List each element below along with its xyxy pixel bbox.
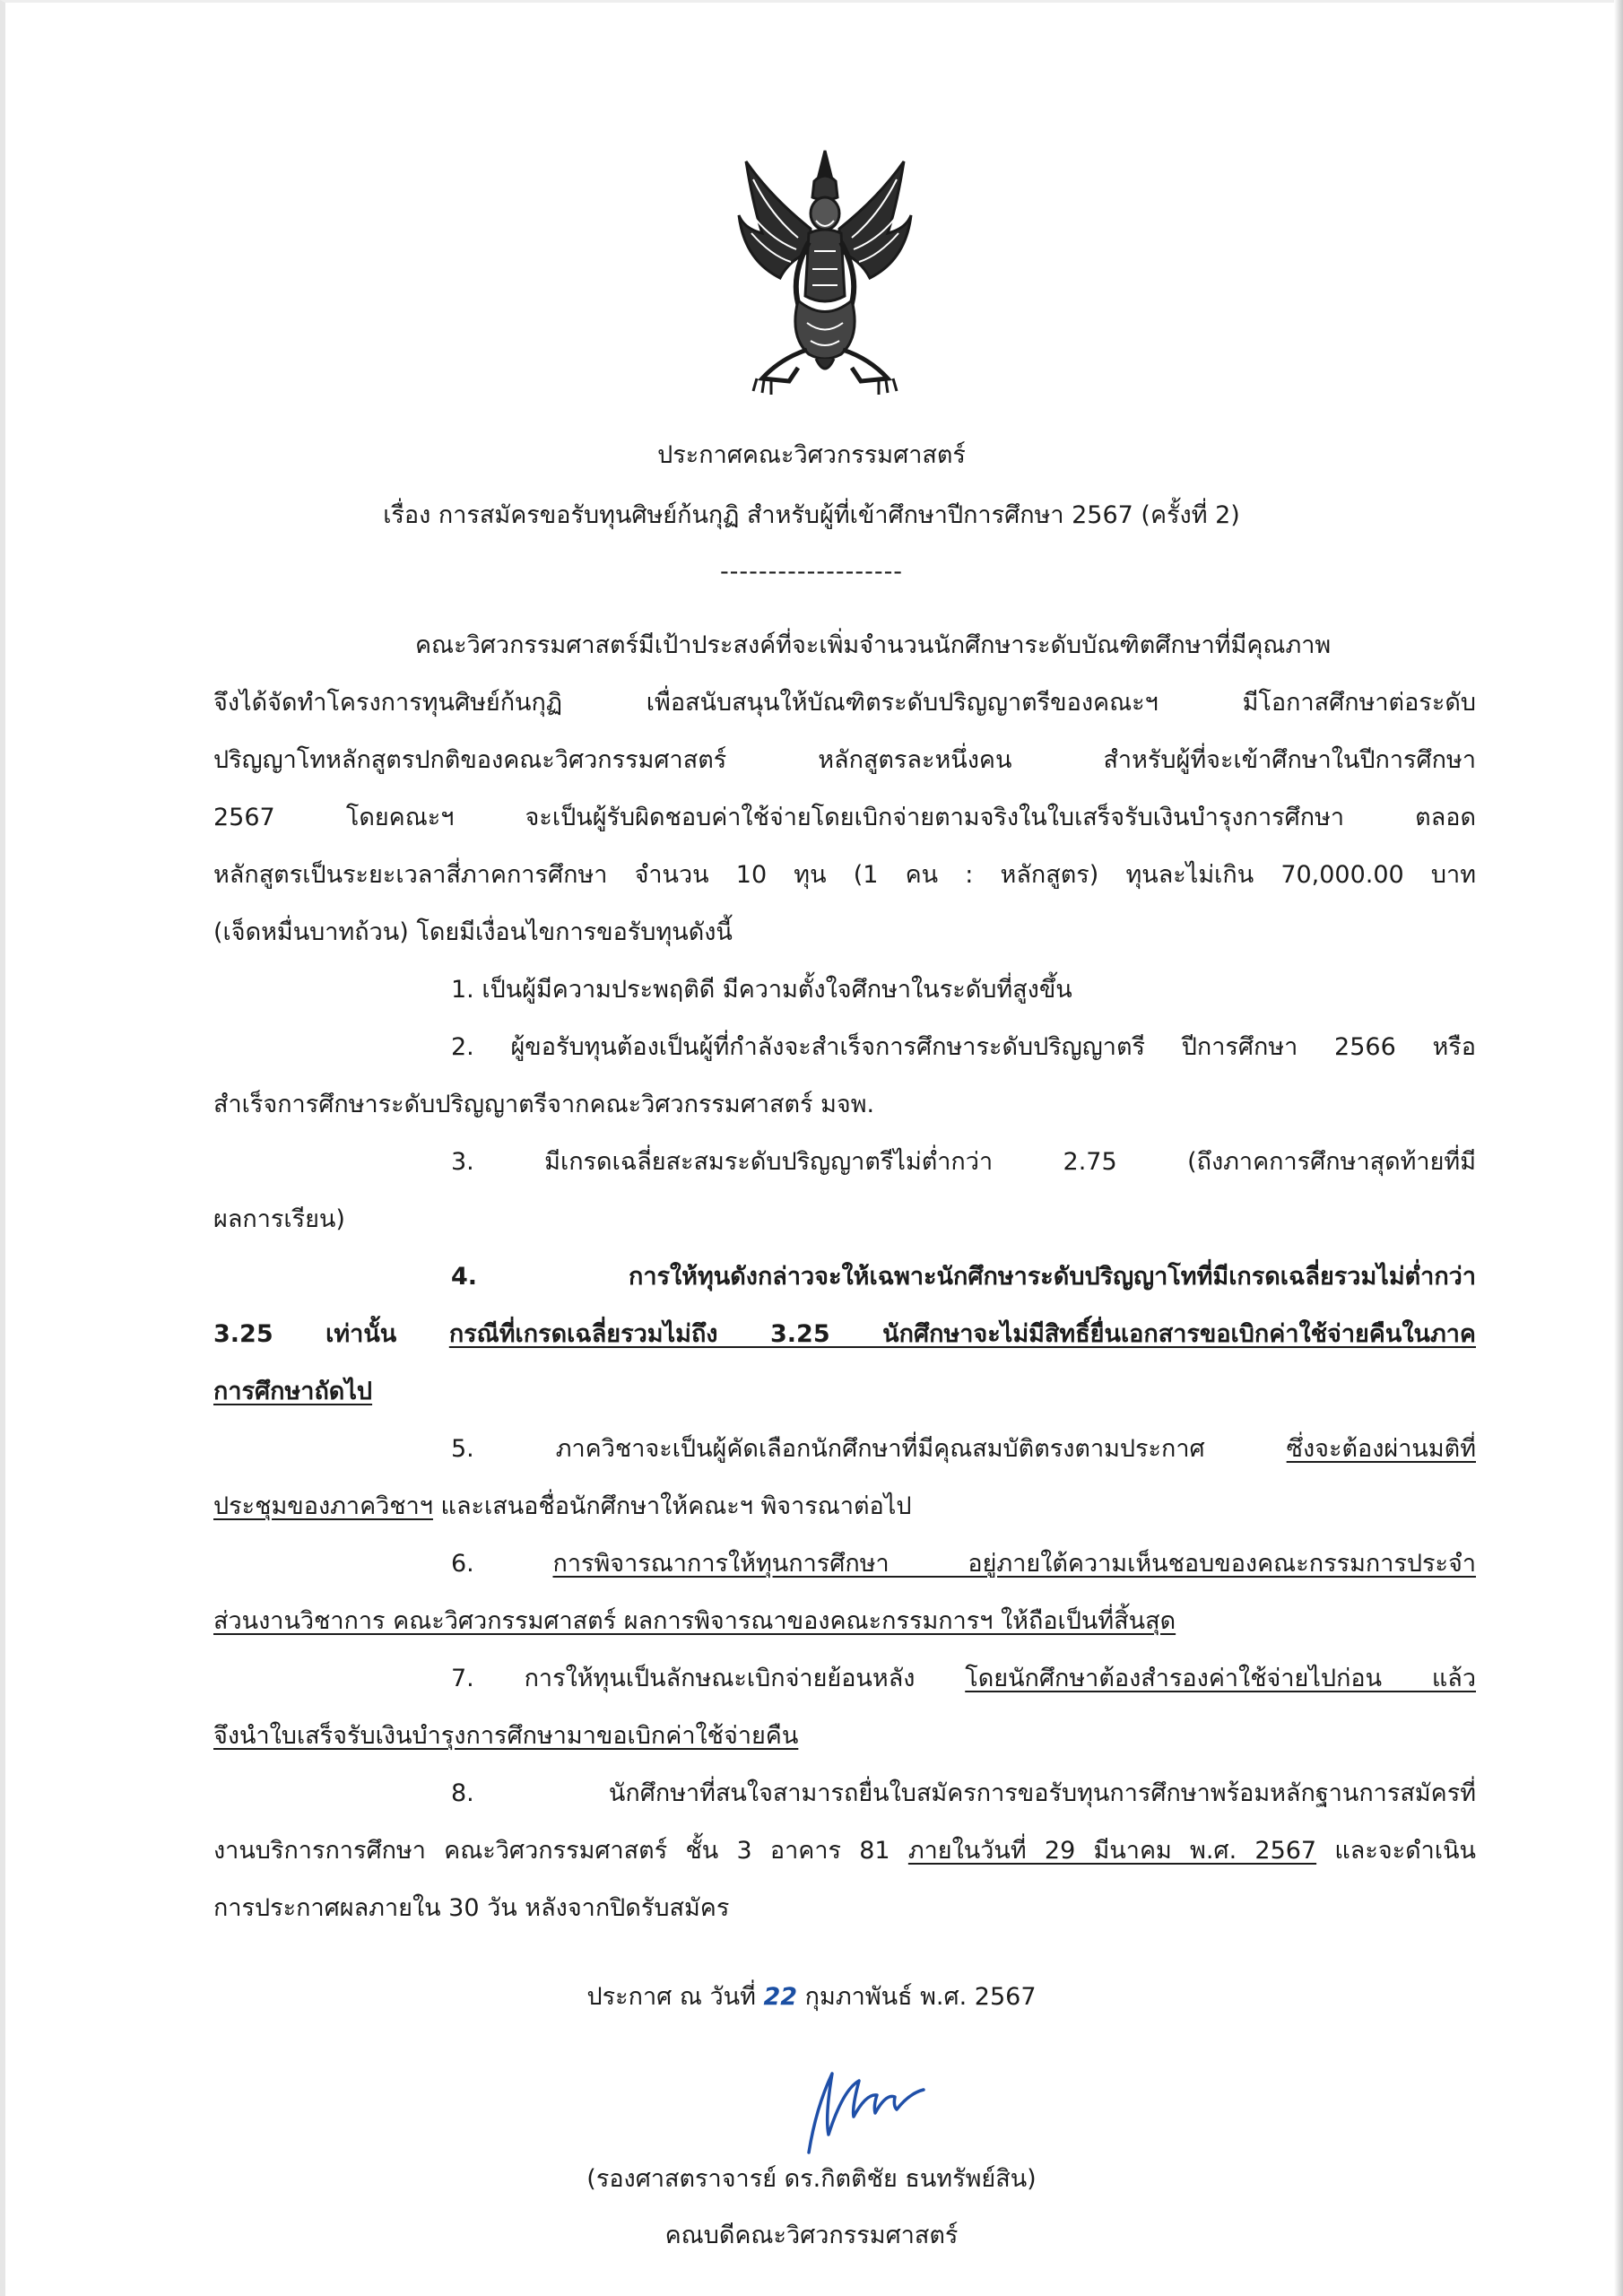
intro-line: จึงได้จัดทำโครงการทุนศิษย์ก้นกุฏิ เพื่อสนับสนุนให้บัณฑิตระดับปริญญาตรีของคณะฯ มีโอกาสศึกษาต่อระดับ [213, 689, 1476, 717]
condition-5-emphasis-end: ประชุมของภาควิชาฯ [213, 1492, 433, 1520]
condition-3-cont: ผลการเรียน) [213, 1205, 345, 1233]
condition-5-cont [213, 1478, 1476, 1535]
condition-8-deadline: ภายในวันที่ 29 มีนาคม พ.ศ. 2567 [907, 1837, 1317, 1865]
announcement-date [0, 1979, 1623, 2015]
condition-7 [213, 1650, 1476, 1708]
signer-name: (รองศาสตราจารย์ ดร.กิตติชัย ธนทรัพย์สิน) [586, 2165, 1037, 2193]
condition-6-emphasis-end: ส่วนงานวิชาการ คณะวิศวกรรมศาสตร์ ผลการพิจารณาของคณะกรรมการฯ ให้ถือเป็นที่สิ้นสุด [213, 1607, 1176, 1635]
condition-5-text-end: และเสนอชื่อนักศึกษาให้คณะฯ พิจารณาต่อไป [432, 1492, 912, 1520]
condition-8-cont [213, 1822, 1476, 1880]
handwritten-signature-icon [789, 2054, 933, 2161]
condition-4-cont [213, 1306, 1476, 1363]
scan-edge-shadow [1614, 0, 1623, 2296]
condition-5 [213, 1421, 1476, 1478]
garuda-emblem-icon [735, 144, 915, 404]
conditions-list [213, 961, 1476, 1937]
announcement-title: ประกาศคณะวิศวกรรมศาสตร์ [657, 441, 966, 469]
intro-line: ปริญญาโทหลักสูตรปกติของคณะวิศวกรรมศาสตร์ หลักสูตรละหนึ่งคน สำหรับผู้ที่จะเข้าศึกษาในปีการศึกษา [213, 746, 1476, 774]
condition-8: 8. นักศึกษาที่สนใจสามารถยื่นใบสมัครการขอรับทุนการศึกษาพร้อมหลักฐานการสมัครที่ [451, 1779, 1476, 1807]
condition-2-cont: สำเร็จการศึกษาระดับปริญญาตรีจากคณะวิศวกรรมศาสตร์ มจพ. [213, 1091, 875, 1118]
condition-4-end [213, 1363, 1476, 1421]
condition-7-text: 7. การให้ทุนเป็นลักษณะเบิกจ่ายย้อนหลัง [451, 1665, 966, 1692]
condition-8-text: และจะดำเนิน [1316, 1837, 1476, 1865]
condition-5-text: 5. ภาควิชาจะเป็นผู้คัดเลือกนักศึกษาที่มีคุณสมบัติตรงตามประกาศ [451, 1435, 1287, 1463]
condition-4: 4. การให้ทุนดังกล่าวจะให้เฉพาะนักศึกษาระดับปริญญาโทที่มีเกรดเฉลี่ยรวมไม่ต่ำกว่า [451, 1263, 1476, 1291]
condition-6 [213, 1535, 1476, 1593]
condition-3: 3. มีเกรดเฉลี่ยสะสมระดับปริญญาตรีไม่ต่ำกว่า 2.75 (ถึงภาคการศึกษาสุดท้ายที่มี [451, 1148, 1476, 1176]
date-prefix: ประกาศ ณ วันที่ [586, 1983, 764, 2011]
condition-8-location: งานบริการการศึกษา คณะวิศวกรรมศาสตร์ ชั้น 3 อาคาร 81 [213, 1837, 908, 1865]
condition-1: 1. เป็นผู้มีความประพฤติดี มีความตั้งใจศึกษาในระดับที่สูงขึ้น [451, 976, 1072, 1004]
date-suffix: กุมภาพันธ์ พ.ศ. 2567 [797, 1983, 1037, 2011]
condition-4-emphasis: กรณีที่เกรดเฉลี่ยรวมไม่ถึง 3.25 นักศึกษาจะไม่มีสิทธิ์ยื่นเอกสารขอเบิกค่าใช้จ่ายคืนในภาค [448, 1320, 1476, 1348]
date-day: 22 [763, 1983, 798, 2011]
condition-6-number: 6. [451, 1550, 553, 1578]
condition-6-cont [213, 1593, 1476, 1650]
intro-line: (เจ็ดหมื่นบาทถ้วน) โดยมีเงื่อนไขการขอรับทุนดังนี้ [213, 918, 733, 946]
signer-position: คณบดีคณะวิศวกรรมศาสตร์ [664, 2222, 959, 2249]
intro-line: คณะวิศวกรรมศาสตร์มีเป้าประสงค์ที่จะเพิ่มจำนวนนักศึกษาระดับบัณฑิตศึกษาที่มีคุณภาพ [415, 631, 1332, 659]
condition-4-emphasis-end: การศึกษาถัดไป [213, 1378, 373, 1405]
condition-7-emphasis-end: จึงนำใบเสร็จรับเงินบำรุงการศึกษามาขอเบิกค่าใช้จ่ายคืน [213, 1722, 799, 1750]
intro-paragraph [213, 617, 1476, 961]
condition-6-emphasis: การพิจารณาการให้ทุนการศึกษา อยู่ภายใต้ความเห็นชอบของคณะกรรมการประจำ [552, 1550, 1477, 1578]
intro-line: 2567 โดยคณะฯ จะเป็นผู้รับผิดชอบค่าใช้จ่ายโดยเบิกจ่ายตามจริงในใบเสร็จรับเงินบำรุงการศึกษา ตลอด [213, 804, 1476, 831]
title-divider: ------------------- [719, 558, 904, 586]
condition-4-grade: 3.25 เท่านั้น [213, 1320, 449, 1348]
condition-8-end: การประกาศผลภายใน 30 วัน หลังจากปิดรับสมัคร [213, 1894, 730, 1922]
condition-7-cont [213, 1708, 1476, 1765]
condition-5-emphasis: ซึ่งจะต้องผ่านมติที่ [1286, 1435, 1476, 1463]
announcement-subject: เรื่อง การสมัครขอรับทุนศิษย์ก้นกุฏิ สำหรับผู้ที่เข้าศึกษาปีการศึกษา 2567 (ครั้งที่ 2) [383, 501, 1240, 529]
intro-line: หลักสูตรเป็นระยะเวลาสี่ภาคการศึกษา จำนวน 10 ทุน (1 คน : หลักสูตร) ทุนละไม่เกิน 70,000.00 บาท [213, 861, 1476, 889]
condition-7-emphasis: โดยนักศึกษาต้องสำรองค่าใช้จ่ายไปก่อน แล้ว [965, 1665, 1477, 1692]
condition-2: 2. ผู้ขอรับทุนต้องเป็นผู้ที่กำลังจะสำเร็จการศึกษาระดับปริญญาตรี ปีการศึกษา 2566 หรือ [451, 1033, 1476, 1061]
